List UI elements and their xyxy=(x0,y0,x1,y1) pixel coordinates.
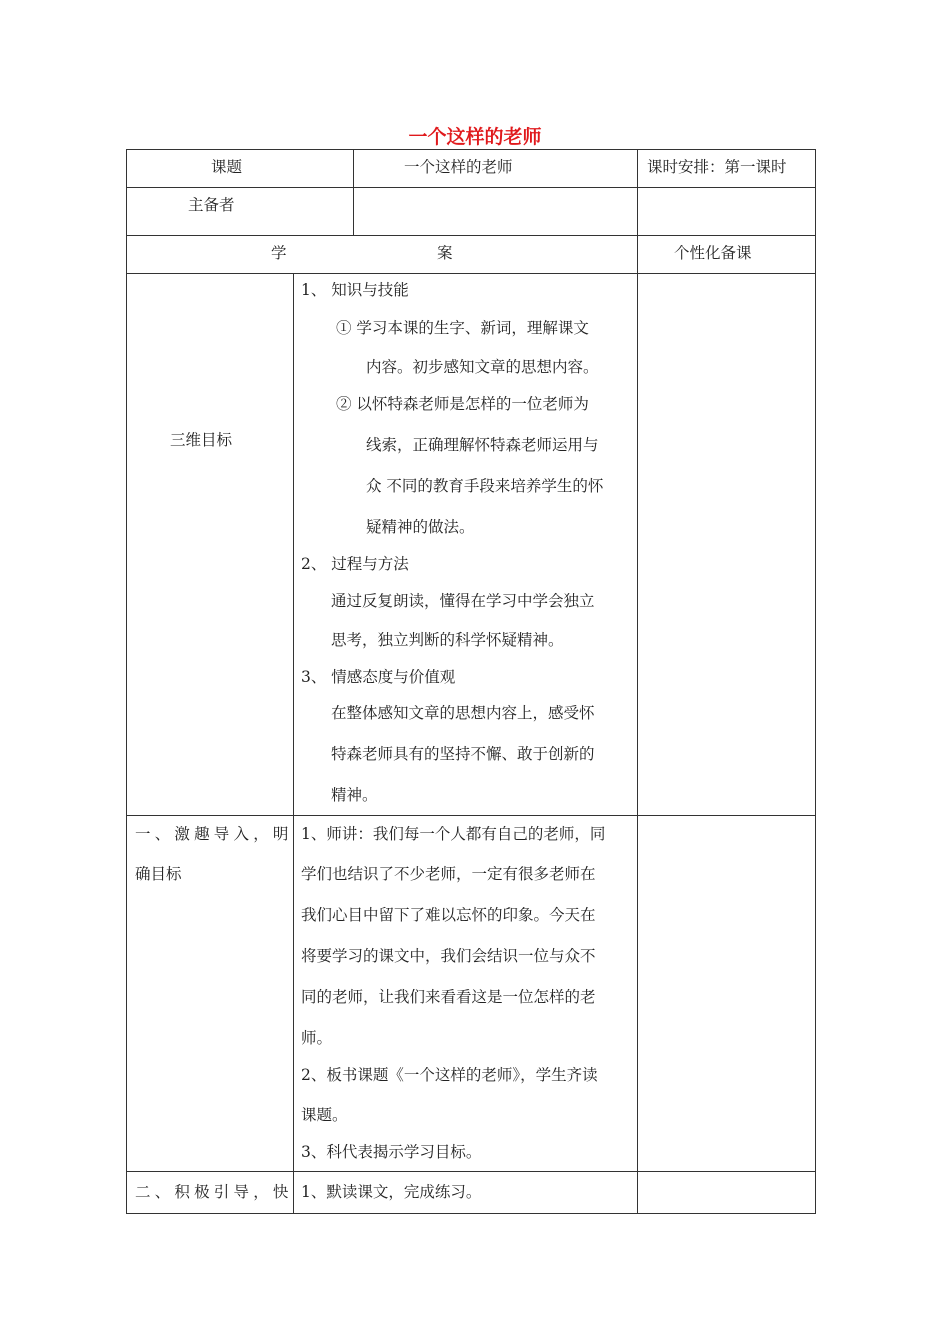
goals-line: 内容。初步感知文章的思想内容。 xyxy=(366,358,599,376)
header-schedule: 课时安排：第一课时 xyxy=(647,158,787,176)
header-subject-value: 一个这样的老师 xyxy=(404,158,513,176)
section1-line: 学们也结识了不少老师，一定有很多老师在 xyxy=(301,865,596,883)
goals-line: ① 学习本课的生字、新词，理解课文 xyxy=(336,319,589,337)
goals-line: 2、 过程与方法 xyxy=(301,555,409,573)
section2-line: 1、默读课文，完成练习。 xyxy=(301,1183,482,1201)
section1-line: 2、板书课题《一个这样的老师》，学生齐读 xyxy=(301,1066,598,1084)
goals-line: 精神。 xyxy=(331,786,378,804)
goals-line: 线索，正确理解怀特森老师运用与 xyxy=(366,436,599,454)
personalized-prep-label: 个性化备课 xyxy=(674,244,752,262)
three-dimension-goals-label: 三维目标 xyxy=(170,431,233,449)
section1-line: 课题。 xyxy=(301,1106,348,1124)
section1-line: 3、科代表揭示学习目标。 xyxy=(301,1143,482,1161)
section2-label-line1: 二、积极引导，快 xyxy=(135,1183,293,1201)
goals-line: 3、 情感态度与价值观 xyxy=(301,668,456,686)
goals-line: 通过反复朗读，懂得在学习中学会独立 xyxy=(331,592,595,610)
goals-line: 疑精神的做法。 xyxy=(366,518,475,536)
section1-line: 我们心目中留下了难以忘怀的印象。今天在 xyxy=(301,906,596,924)
section1-line: 将要学习的课文中，我们会结识一位与众不 xyxy=(301,947,596,965)
section1-label-line1: 一、激趣导入，明 xyxy=(135,825,293,843)
goals-line: 众 不同的教育手段来培养学生的怀 xyxy=(366,477,604,495)
section1-label-line2: 确目标 xyxy=(135,865,182,883)
goals-line: 1、 知识与技能 xyxy=(301,281,409,299)
study-plan-label-an: 案 xyxy=(437,244,453,262)
study-plan-label-xue: 学 xyxy=(271,244,287,262)
goals-line: 在整体感知文章的思想内容上，感受怀 xyxy=(331,704,595,722)
goals-line: 特森老师具有的坚持不懈、敢于创新的 xyxy=(331,745,595,763)
header-subject-label: 课题 xyxy=(211,158,243,176)
section1-line: 同的老师，让我们来看看这是一位怎样的老 xyxy=(301,988,596,1006)
preparer-label: 主备者 xyxy=(188,196,235,214)
section1-line: 1、师讲：我们每一个人都有自己的老师，同 xyxy=(301,825,606,843)
section1-line: 师。 xyxy=(301,1029,333,1047)
goals-line: ② 以怀特森老师是怎样的一位老师为 xyxy=(336,395,589,413)
document-title: 一个这样的老师 xyxy=(408,126,542,148)
goals-line: 思考，独立判断的科学怀疑精神。 xyxy=(331,631,564,649)
